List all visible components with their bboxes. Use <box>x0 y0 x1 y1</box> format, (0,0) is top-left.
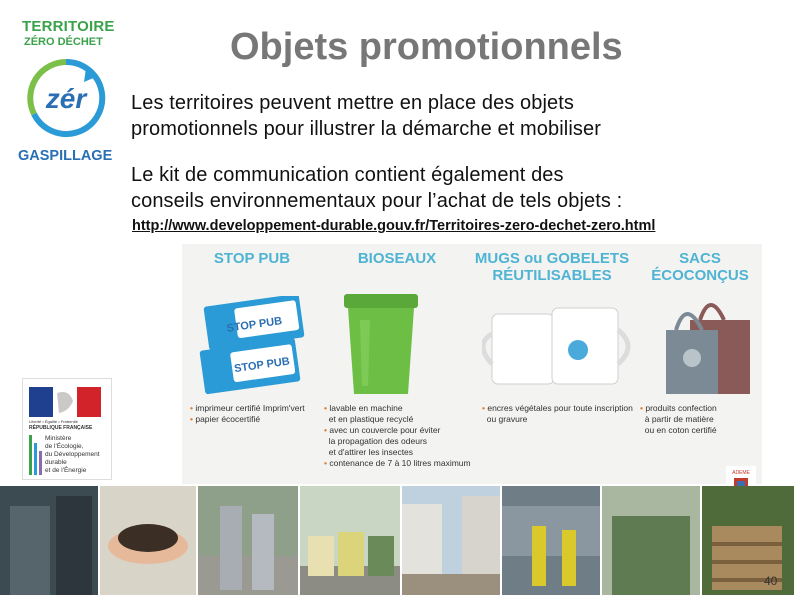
mugs-bullet-2: ou gravure <box>486 414 528 424</box>
sorting-bins-photo <box>198 486 298 595</box>
bioseaux-title: BIOSEAUX <box>357 250 437 267</box>
bioseaux-bullet-6: contenance de 7 à 10 litres maximum <box>329 458 471 468</box>
sacs-title-line-1: SACS <box>679 250 721 267</box>
logo-mark: zér <box>45 83 87 114</box>
sacs-bullet-1: produits confection <box>645 403 717 413</box>
paragraph-2-line-1: Le kit de communication contient également des <box>131 164 564 186</box>
ministry-bars-icon <box>29 435 43 475</box>
logo-line1: TERRITOIRE <box>22 18 115 35</box>
composter-photo <box>0 486 98 595</box>
logo-line2: ZÉRO DÉCHET <box>24 36 103 48</box>
page-number: 40 <box>764 574 778 588</box>
territoire-zero-dechet-logo <box>10 14 122 174</box>
compost-hands-photo <box>100 486 196 595</box>
tote-bags-image <box>660 290 760 400</box>
sacs-bullets: • produits confection à partir de matière ou en coton certifié <box>640 403 717 435</box>
wooden-composter-photo <box>702 486 794 595</box>
stop-pub-stickers-image <box>196 296 311 396</box>
stop-pub-bullet-1: imprimeur certifié Imprim'vert <box>195 403 305 413</box>
recycling-workers-photo <box>502 486 600 595</box>
ademe-label: ADEME <box>732 470 750 476</box>
mugs-bullets: • encres végétales pour toute inscription ou gravure <box>482 403 633 424</box>
sacs-title-line-2: ÉCOCONÇUS <box>651 267 749 284</box>
mugs-title-line-2: RÉUTILISABLES <box>492 267 612 284</box>
bioseaux-bullet-5: et d'attirer les insectes <box>328 447 414 457</box>
bioseaux-bullet-4: la propagation des odeurs <box>328 436 428 446</box>
stop-pub-bullet-2: papier écocertifié <box>195 414 261 424</box>
bioseaux-bullet-3: avec un couvercle pour éviter <box>329 425 441 435</box>
paragraph-2 <box>131 162 622 214</box>
sacs-title <box>650 250 750 284</box>
ministry-text: Ministère de l'Écologie, du Développement durable et de l'Énergie <box>45 435 100 474</box>
stop-pub-title: STOP PUB <box>213 250 291 267</box>
recycling-containers-photo <box>300 486 400 595</box>
green-bucket-image <box>340 290 430 400</box>
residential-street-photo <box>402 486 500 595</box>
paragraph-1-line-1: Les territoires peuvent mettre en place des objets <box>131 92 575 114</box>
paragraph-1-line-2: promotionnels pour illustrer la démarche et mobiliser <box>131 118 601 140</box>
mugs-title-line-1: MUGS ou GOBELETS <box>474 250 630 267</box>
recycle-circle-icon <box>24 56 108 140</box>
kit-link[interactable]: http://www.developpement-durable.gouv.fr/Territoires-zero-dechet-zero.html <box>132 218 656 234</box>
mugs-image <box>482 304 642 394</box>
marianne-flag-icon <box>29 387 101 417</box>
slide-title: Objets promotionnels <box>230 26 623 68</box>
sacs-bullet-2: à partir de matière <box>644 414 714 424</box>
paragraph-2-line-2: conseils environnementaux pour l’achat de tels objets : <box>131 190 623 212</box>
logo-line3: GASPILLAGE <box>18 148 113 164</box>
stop-pub-sticker-label-2: STOP PUB <box>233 355 291 376</box>
ministry-logo <box>22 378 112 480</box>
products-panel <box>182 244 762 484</box>
bioseaux-bullet-1: lavable en machine <box>329 403 403 413</box>
bioseaux-bullet-2: et en plastique recyclé <box>328 414 414 424</box>
mugs-title <box>472 250 632 284</box>
building-photo <box>602 486 700 595</box>
sacs-bullet-3: ou en coton certifié <box>644 425 717 435</box>
paragraph-1 <box>131 90 601 142</box>
ministry-republic: RÉPUBLIQUE FRANÇAISE <box>29 425 93 431</box>
stop-pub-sticker-label-1: STOP PUB <box>225 315 283 335</box>
stop-pub-bullets: • imprimeur certifié Imprim'vert • papier écocertifié <box>190 403 305 424</box>
ministry-motto: Liberté • Égalité • Fraternité <box>29 419 78 424</box>
photos-strip <box>0 486 794 595</box>
mugs-bullet-1: encres végétales pour toute inscription <box>487 403 633 413</box>
bioseaux-bullets: • lavable en machine et en plastique recyclé • avec un couvercle pour éviter la propagation des odeurs et d'attirer les insectes • contenance de 7 à 10 litres maximum <box>324 403 471 468</box>
